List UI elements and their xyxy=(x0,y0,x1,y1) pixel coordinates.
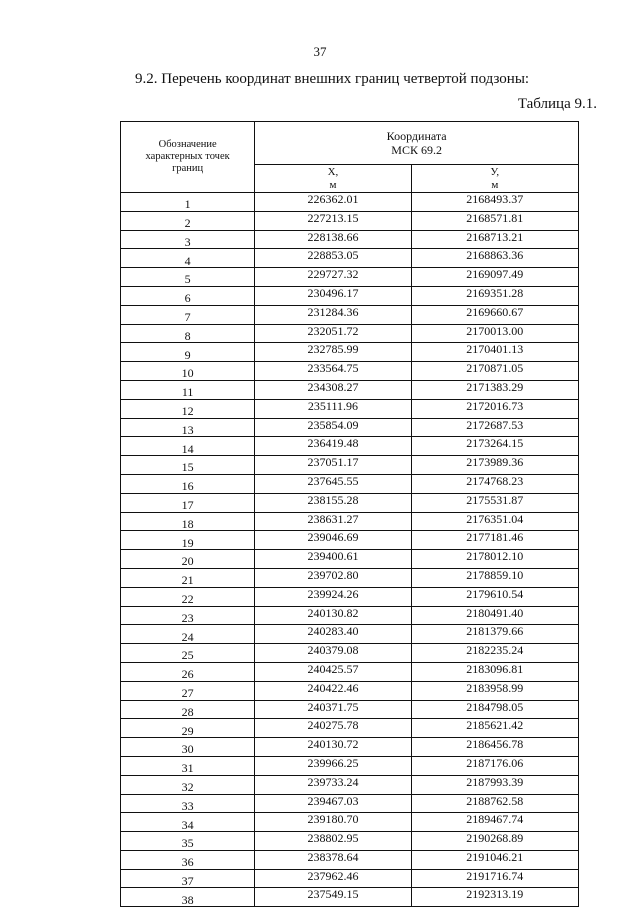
x-coordinate-cell: 238631.27 xyxy=(255,512,411,531)
table-row xyxy=(121,249,579,268)
x-coordinate-cell: 236419.48 xyxy=(255,437,411,456)
x-coordinate-cell: 233564.75 xyxy=(255,362,411,381)
table-row xyxy=(121,681,579,700)
x-coordinate-cell: 229727.32 xyxy=(255,268,411,287)
y-coordinate-cell: 2176351.04 xyxy=(411,512,578,531)
coordinates-table-body xyxy=(121,193,579,907)
header-coordinate-line: МСК 69.2 xyxy=(391,143,442,157)
y-coordinate-cell: 2183958.99 xyxy=(411,681,578,700)
table-row xyxy=(121,286,579,305)
point-number-cell: 25 xyxy=(121,644,255,663)
y-coordinate-cell: 2181379.66 xyxy=(411,625,578,644)
table-row xyxy=(121,380,579,399)
point-number-cell: 36 xyxy=(121,850,255,869)
y-coordinate-cell: 2168493.37 xyxy=(411,193,578,212)
header-point-line: Обозначение xyxy=(158,138,217,150)
point-number-cell: 17 xyxy=(121,493,255,512)
table-row xyxy=(121,644,579,663)
table-row xyxy=(121,738,579,757)
y-coordinate-cell: 2189467.74 xyxy=(411,813,578,832)
point-number-cell: 19 xyxy=(121,531,255,550)
x-coordinate-cell: 235111.96 xyxy=(255,399,411,418)
x-coordinate-cell: 237645.55 xyxy=(255,474,411,493)
point-number-cell: 26 xyxy=(121,662,255,681)
x-coordinate-cell: 240275.78 xyxy=(255,719,411,738)
table-row xyxy=(121,418,579,437)
table-row xyxy=(121,531,579,550)
header-x xyxy=(255,165,411,193)
point-number-cell: 28 xyxy=(121,700,255,719)
x-coordinate-cell: 232051.72 xyxy=(255,324,411,343)
y-coordinate-cell: 2170013.00 xyxy=(411,324,578,343)
header-x-unit: м xyxy=(329,178,337,191)
point-number-cell: 3 xyxy=(121,230,255,249)
y-coordinate-cell: 2170401.13 xyxy=(411,343,578,362)
table-row xyxy=(121,305,579,324)
header-coordinate xyxy=(255,122,579,165)
y-coordinate-cell: 2172016.73 xyxy=(411,399,578,418)
table-row xyxy=(121,625,579,644)
header-y xyxy=(411,165,578,193)
table-row xyxy=(121,832,579,851)
table-row xyxy=(121,568,579,587)
y-coordinate-cell: 2175531.87 xyxy=(411,493,578,512)
point-number-cell: 6 xyxy=(121,286,255,305)
x-coordinate-cell: 239400.61 xyxy=(255,550,411,569)
y-coordinate-cell: 2169351.28 xyxy=(411,286,578,305)
x-coordinate-cell: 235854.09 xyxy=(255,418,411,437)
y-coordinate-cell: 2192313.19 xyxy=(411,888,578,907)
point-number-cell: 2 xyxy=(121,211,255,230)
point-number-cell: 9 xyxy=(121,343,255,362)
y-coordinate-cell: 2187176.06 xyxy=(411,756,578,775)
table-row xyxy=(121,794,579,813)
table-row xyxy=(121,399,579,418)
y-coordinate-cell: 2190268.89 xyxy=(411,832,578,851)
point-number-cell: 23 xyxy=(121,606,255,625)
header-y-label: У, xyxy=(490,166,500,179)
point-number-cell: 31 xyxy=(121,756,255,775)
point-number-cell: 4 xyxy=(121,249,255,268)
y-coordinate-cell: 2174768.23 xyxy=(411,474,578,493)
point-number-cell: 32 xyxy=(121,775,255,794)
x-coordinate-cell: 240371.75 xyxy=(255,700,411,719)
y-coordinate-cell: 2183096.81 xyxy=(411,662,578,681)
point-number-cell: 27 xyxy=(121,681,255,700)
x-coordinate-cell: 240130.82 xyxy=(255,606,411,625)
point-number-cell: 35 xyxy=(121,832,255,851)
table-row xyxy=(121,456,579,475)
point-number-cell: 1 xyxy=(121,193,255,212)
y-coordinate-cell: 2168863.36 xyxy=(411,249,578,268)
table-row xyxy=(121,474,579,493)
y-coordinate-cell: 2173989.36 xyxy=(411,456,578,475)
y-coordinate-cell: 2179610.54 xyxy=(411,587,578,606)
y-coordinate-cell: 2171383.29 xyxy=(411,380,578,399)
point-number-cell: 8 xyxy=(121,324,255,343)
y-coordinate-cell: 2169660.67 xyxy=(411,305,578,324)
y-coordinate-cell: 2168713.21 xyxy=(411,230,578,249)
x-coordinate-cell: 226362.01 xyxy=(255,193,411,212)
point-number-cell: 20 xyxy=(121,550,255,569)
section-heading: 9.2. Перечень координат внешних границ четвертой подзоны: xyxy=(135,71,530,87)
point-number-cell: 24 xyxy=(121,625,255,644)
header-point-designation xyxy=(121,122,255,193)
table-row xyxy=(121,869,579,888)
table-caption: Таблица 9.1. xyxy=(517,96,597,112)
y-coordinate-cell: 2178012.10 xyxy=(411,550,578,569)
table-row xyxy=(121,888,579,907)
x-coordinate-cell: 238802.95 xyxy=(255,832,411,851)
y-coordinate-cell: 2178859.10 xyxy=(411,568,578,587)
header-coordinate-line: Координата xyxy=(386,128,447,143)
table-row xyxy=(121,230,579,249)
header-y-unit: м xyxy=(491,178,499,191)
y-coordinate-cell: 2182235.24 xyxy=(411,644,578,663)
point-number-cell: 7 xyxy=(121,305,255,324)
table-row xyxy=(121,211,579,230)
table-row xyxy=(121,437,579,456)
point-number-cell: 14 xyxy=(121,437,255,456)
x-coordinate-cell: 238155.28 xyxy=(255,493,411,512)
x-coordinate-cell: 237962.46 xyxy=(255,869,411,888)
table-row xyxy=(121,324,579,343)
y-coordinate-cell: 2188762.58 xyxy=(411,794,578,813)
x-coordinate-cell: 240425.57 xyxy=(255,662,411,681)
table-row xyxy=(121,662,579,681)
y-coordinate-cell: 2169097.49 xyxy=(411,268,578,287)
header-point-line: характерных точек xyxy=(145,150,230,162)
table-row xyxy=(121,343,579,362)
x-coordinate-cell: 239467.03 xyxy=(255,794,411,813)
x-coordinate-cell: 239733.24 xyxy=(255,775,411,794)
x-coordinate-cell: 240283.40 xyxy=(255,625,411,644)
point-number-cell: 16 xyxy=(121,474,255,493)
point-number-cell: 30 xyxy=(121,738,255,757)
x-coordinate-cell: 237549.15 xyxy=(255,888,411,907)
y-coordinate-cell: 2180491.40 xyxy=(411,606,578,625)
point-number-cell: 15 xyxy=(121,456,255,475)
x-coordinate-cell: 230496.17 xyxy=(255,286,411,305)
point-number-cell: 29 xyxy=(121,719,255,738)
x-coordinate-cell: 239046.69 xyxy=(255,531,411,550)
y-coordinate-cell: 2184798.05 xyxy=(411,700,578,719)
point-number-cell: 13 xyxy=(121,418,255,437)
table-row xyxy=(121,719,579,738)
table-row xyxy=(121,193,579,212)
y-coordinate-cell: 2185621.42 xyxy=(411,719,578,738)
table-row xyxy=(121,775,579,794)
x-coordinate-cell: 239924.26 xyxy=(255,587,411,606)
x-coordinate-cell: 239702.80 xyxy=(255,568,411,587)
table-row xyxy=(121,850,579,869)
y-coordinate-cell: 2186456.78 xyxy=(411,738,578,757)
x-coordinate-cell: 227213.15 xyxy=(255,211,411,230)
x-coordinate-cell: 231284.36 xyxy=(255,305,411,324)
x-coordinate-cell: 228138.66 xyxy=(255,230,411,249)
x-coordinate-cell: 240130.72 xyxy=(255,738,411,757)
point-number-cell: 33 xyxy=(121,794,255,813)
coordinates-table xyxy=(120,121,579,907)
point-number-cell: 21 xyxy=(121,568,255,587)
y-coordinate-cell: 2170871.05 xyxy=(411,362,578,381)
point-number-cell: 10 xyxy=(121,362,255,381)
point-number-cell: 22 xyxy=(121,587,255,606)
x-coordinate-cell: 239966.25 xyxy=(255,756,411,775)
y-coordinate-cell: 2168571.81 xyxy=(411,211,578,230)
point-number-cell: 12 xyxy=(121,399,255,418)
x-coordinate-cell: 238378.64 xyxy=(255,850,411,869)
y-coordinate-cell: 2187993.39 xyxy=(411,775,578,794)
header-point-line: границ xyxy=(172,163,204,175)
table-row xyxy=(121,493,579,512)
point-number-cell: 38 xyxy=(121,888,255,907)
table-row xyxy=(121,362,579,381)
x-coordinate-cell: 234308.27 xyxy=(255,380,411,399)
page-number: 37 xyxy=(313,44,327,59)
x-coordinate-cell: 237051.17 xyxy=(255,456,411,475)
x-coordinate-cell: 240422.46 xyxy=(255,681,411,700)
point-number-cell: 11 xyxy=(121,380,255,399)
point-number-cell: 37 xyxy=(121,869,255,888)
table-row xyxy=(121,550,579,569)
table-row xyxy=(121,606,579,625)
y-coordinate-cell: 2191046.21 xyxy=(411,850,578,869)
y-coordinate-cell: 2191716.74 xyxy=(411,869,578,888)
y-coordinate-cell: 2173264.15 xyxy=(411,437,578,456)
x-coordinate-cell: 239180.70 xyxy=(255,813,411,832)
x-coordinate-cell: 240379.08 xyxy=(255,644,411,663)
point-number-cell: 34 xyxy=(121,813,255,832)
table-row xyxy=(121,700,579,719)
header-x-label: X, xyxy=(327,166,339,179)
point-number-cell: 5 xyxy=(121,268,255,287)
x-coordinate-cell: 228853.05 xyxy=(255,249,411,268)
point-number-cell: 18 xyxy=(121,512,255,531)
table-row xyxy=(121,268,579,287)
table-row xyxy=(121,587,579,606)
table-row xyxy=(121,756,579,775)
table-row xyxy=(121,512,579,531)
y-coordinate-cell: 2177181.46 xyxy=(411,531,578,550)
y-coordinate-cell: 2172687.53 xyxy=(411,418,578,437)
table-row xyxy=(121,813,579,832)
x-coordinate-cell: 232785.99 xyxy=(255,343,411,362)
